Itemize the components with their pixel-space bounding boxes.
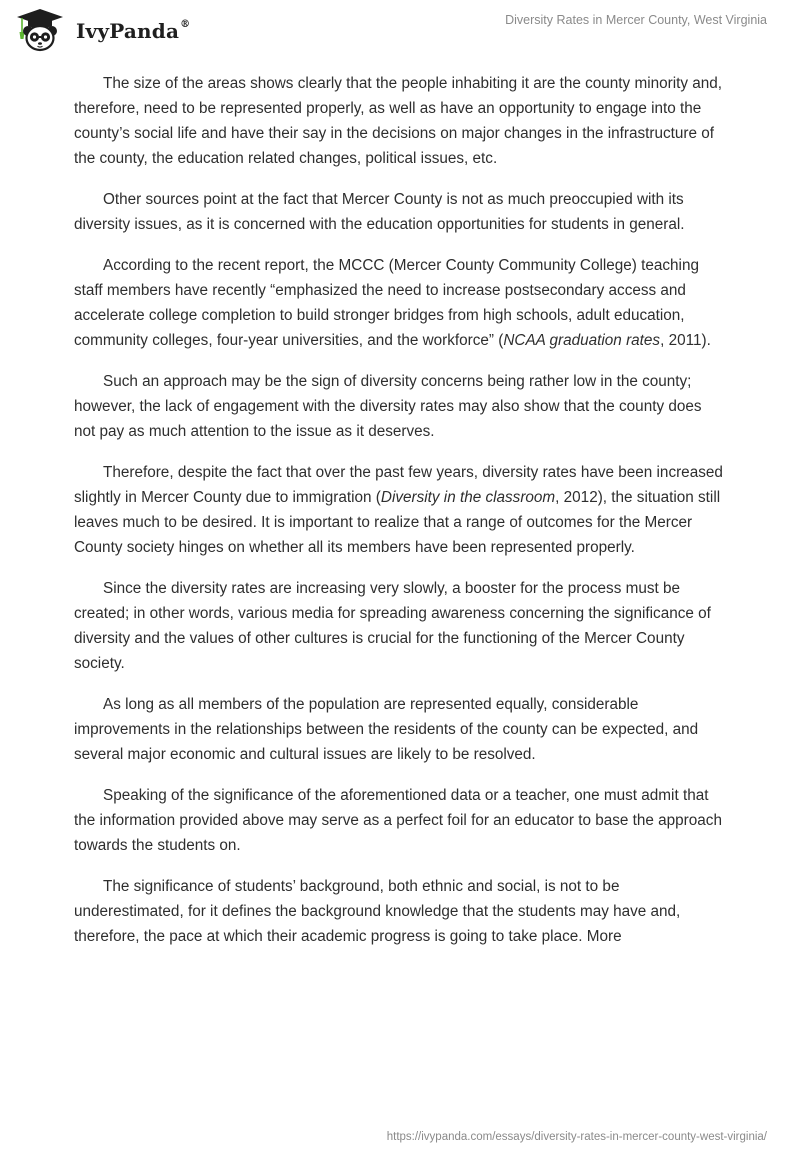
brand-name: IvyPanda®: [76, 19, 191, 43]
citation-title: NCAA graduation rates: [503, 332, 661, 349]
page-header: [0, 0, 800, 60]
ivypanda-logo[interactable]: [14, 8, 190, 52]
registered-mark: ®: [180, 19, 191, 31]
paragraph: Since the diversity rates are increasing very slowly, a booster for the process must be created; in other words, various media for spreading awareness concerning the significance of diversity and the values of other cultures is crucial for the functioning of the Mercer County society.: [74, 580, 711, 672]
citation-title: Diversity in the classroom: [380, 489, 556, 506]
footer-source-url[interactable]: https://ivypanda.com/essays/diversity-rates-in-mercer-county-west-virginia/: [386, 1131, 767, 1143]
paragraph: Such an approach may be the sign of diversity concerns being rather low in the county; however, the lack of engagement with the diversity rates may also show that the county does not pay as much attention to the issue as it deserves.: [74, 373, 702, 440]
document-title: Diversity Rates in Mercer County, West Virginia: [505, 13, 767, 27]
paragraph: Other sources point at the fact that Mercer County is not as much preoccupied with its diversity issues, as it is concerned with the education opportunities for students in general.: [74, 191, 685, 233]
panda-graduate-logo-icon: [14, 8, 70, 52]
paragraph: Therefore, despite the fact that over the past few years, diversity rates have been increased slightly in Mercer County due to immigration (Diversity in the classroom, 2012), the situation still leaves much to be desired. It is important to realize that a range of outcomes for the Mercer County society hinges on whether all its members have been represented properly.: [74, 464, 723, 556]
paragraph: As long as all members of the population are represented equally, considerable improvements in the relationships between the residents of the county can be expected, and several major economic and cultural issues are likely to be resolved.: [74, 696, 699, 763]
paragraph: The size of the areas shows clearly that the people inhabiting it are the county minority and, therefore, need to be represented properly, as well as have an opportunity to engage into the county’s social life and have their say in the decisions on major changes in the infrastructure of the county, the education related changes, political issues, etc.: [74, 75, 723, 167]
paragraph: The significance of students’ background, both ethnic and social, is not to be underestimated, for it defines the background knowledge that the students may have and, therefore, the pace at which their academic progress is going to take place. More: [74, 878, 681, 945]
paragraph: Speaking of the significance of the aforementioned data or a teacher, one must admit that the information provided above may serve as a perfect foil for an educator to base the approach towards the students on.: [74, 787, 722, 854]
essay-body: [74, 71, 726, 965]
paragraph: According to the recent report, the MCCC (Mercer County Community College) teaching staff members have recently “emphasized the need to increase postsecondary access and accelerate college completion to build stronger bridges from high schools, adult education, community colleges, four-year universities, and the workforce” (NCAA graduation rates, 2011).: [74, 257, 711, 349]
